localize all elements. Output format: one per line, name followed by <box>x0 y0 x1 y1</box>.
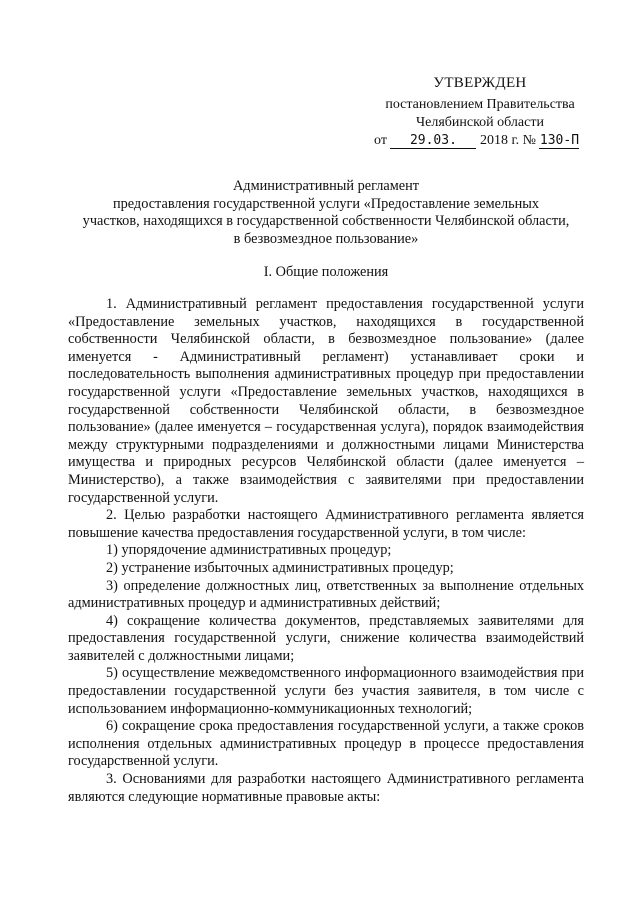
approval-number: 130-П <box>539 133 580 148</box>
title-line-3: участков, находящихся в государственной собственности Челябинской области, <box>82 213 570 229</box>
title-line-4: в безвозмездное пользование» <box>233 230 419 247</box>
paragraph: 1) упорядочение административных процедур; <box>106 542 392 559</box>
paragraph: 3. Основаниями для разработки настоящего Административного регламента являются следующие нормативные правовые акты: <box>68 771 584 805</box>
paragraph: 6) сокращение срока предоставления государственной услуги, а также сроков исполнения отдельных административных процедур в процессе предоставления государственной услуги. <box>68 718 584 770</box>
title-line-2: предоставления государственной услуги «Предоставление земельных <box>112 195 540 212</box>
approval-date: 29.03. <box>390 134 476 149</box>
paragraph: 5) осуществление межведомственного информационного взаимодействия при предоставлении государственной услуги без участия заявителя, в том числе с использованием информационно-коммуникационных технологий; <box>68 665 584 717</box>
approval-stamp <box>360 74 600 150</box>
title-line-1: Административный регламент <box>232 178 420 194</box>
approval-heading: УТВЕРЖДЕН <box>433 75 527 91</box>
approval-date-line <box>374 132 600 150</box>
document-body <box>68 296 584 806</box>
paragraph: 2. Целью разработки настоящего Административного регламента является повышение качества предоставления государственной услуги, в том числе: <box>68 507 584 541</box>
paragraph: 1. Административный регламент предоставления государственной услуги «Предоставление земельных участков, находящихся в государственной собственности Челябинской области, в безвозмездное пользование» (далее именуется - Административный регламент) устанавливает сроки и последовательность выполнения административных процедур при предоставлении государственной услуги «Предоставление земельных участков, находящихся в государственной собственности Челябинской области, в безвозмездное пользование» (далее именуется – государственная услуга), порядок взаимодействия между структурными подразделениями и должностными лицами Министерства имущества и природных ресурсов Челябинской области (далее именуется – Министерство), а также взаимодействия с заявителями при предоставлении государственной услуги. <box>68 296 584 506</box>
document-title <box>68 178 584 248</box>
paragraph: 4) сокращение количества документов, представляемых заявителями для предоставления государственной услуги, снижение количества взаимодействий заявителей с должностными лицами; <box>68 612 584 664</box>
from-label: от <box>374 133 387 148</box>
year-label: 2018 г. № <box>479 133 536 148</box>
approval-line-2: Челябинской области <box>416 115 544 130</box>
approval-line-1: постановлением Правительства <box>385 97 575 112</box>
paragraph: 2) устранение избыточных административных процедур; <box>106 559 454 576</box>
section-heading: I. Общие положения <box>263 264 389 280</box>
paragraph: 3) определение должностных лиц, ответственных за выполнение отдельных административных процедур и административных действий; <box>68 577 584 612</box>
